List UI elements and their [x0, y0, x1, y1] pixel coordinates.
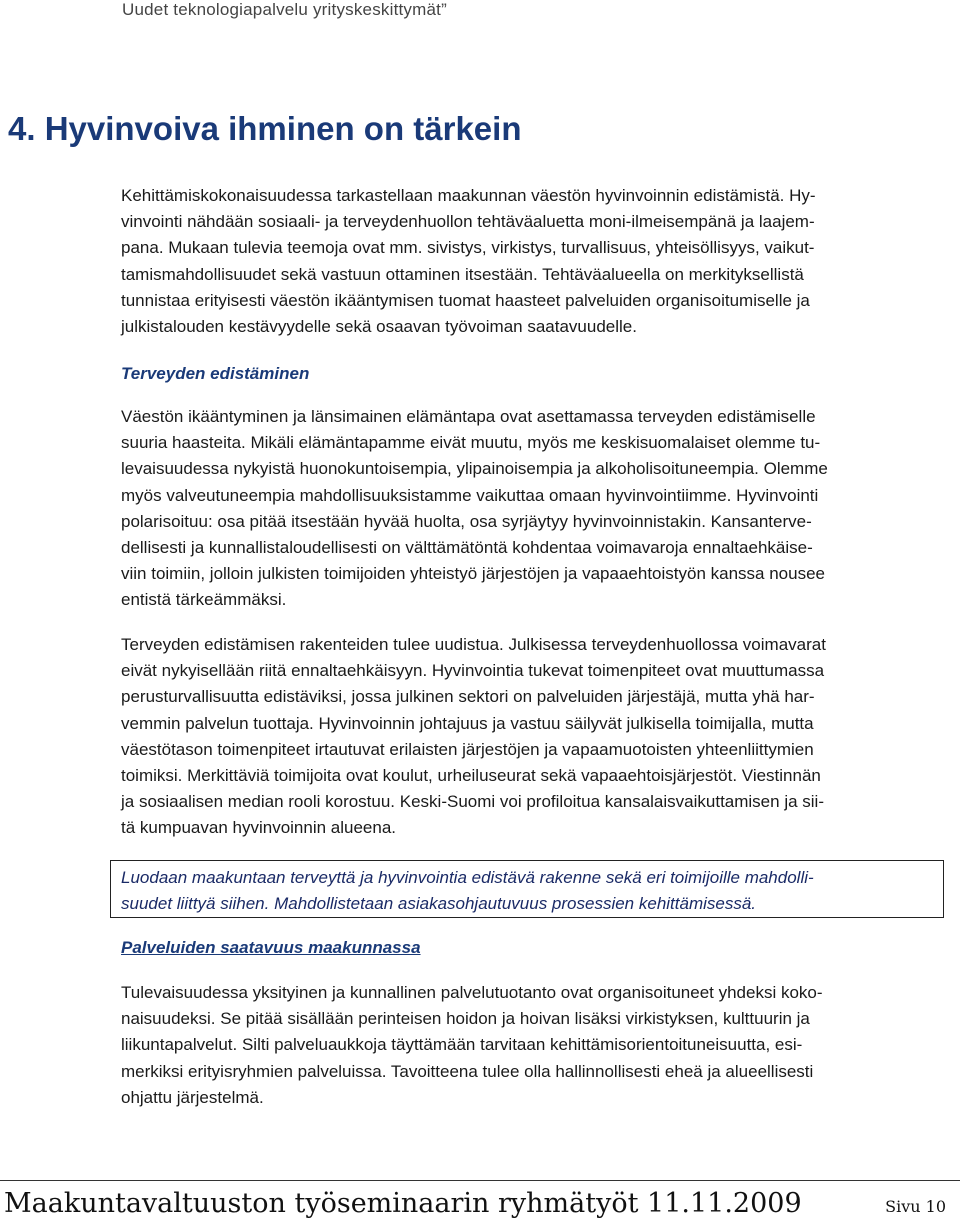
text-line: Tulevaisuudessa yksityinen ja kunnallinen palvelutuotanto ovat organisoituneet yhdeksi koko-: [121, 983, 823, 1002]
section-heading-health: Terveyden edistäminen: [121, 364, 310, 383]
text-line: tä kumpuavan hyvinvoinnin alueena.: [121, 818, 397, 838]
text-line: naisuudeksi. Se pitää sisällään perinteisen hoidon ja hoivan lisäksi virkistyksen, kulttuurin ja: [121, 1009, 810, 1029]
text-line: suudet liittyä siihen. Mahdollistetaan asiakasohjautuvuus prosessien kehittämisessä.: [121, 894, 757, 914]
text-line: merkiksi erityisryhmien palveluissa. Tavoitteena tulee olla hallinnollisesti eheä ja alueellisesti: [121, 1061, 814, 1081]
health-paragraph-1: [121, 404, 943, 614]
text-line: myös valveutuneempia mahdollisuuksistamme vaikuttaa omaan hyvinvointiimme. Hyvinvointi: [121, 485, 819, 505]
text-line: julkistalouden kestävyydelle sekä osaavan työvoiman saatavuudelle.: [121, 317, 637, 337]
text-line: entistä tärkeämmäksi.: [121, 590, 287, 610]
text-line: vinvointi nähdään sosiaali- ja terveydenhuollon tehtäväaluetta moni-ilmeisempänä ja laajem-: [121, 212, 815, 232]
text-line: viin toimiin, jolloin julkisten toimijoiden yhteistyö järjestöjen ja vapaaehtoistyön kanssa nousee: [121, 564, 825, 584]
footer-divider: [0, 1180, 960, 1181]
text-line: polarisoituu: osa pitää itsestään hyvää huolta, osa syrjäytyy hyvinvoinnistakin. Kansanterve-: [121, 511, 812, 531]
running-header: Uudet teknologiapalvelu yrityskeskittymät”: [122, 0, 447, 19]
text-line: vemmin palvelun tuottaja. Hyvinvoinnin johtajuus ja vastuu säilyvät julkisella toimijalla, mutta: [121, 713, 814, 733]
text-line: tunnistaa erityisesti väestön ikääntymisen tuomat haasteet palveluiden organisoitumiselle ja: [121, 290, 810, 310]
footer-title: Maakuntavaltuuston työseminaarin ryhmätyöt 11.11.2009: [4, 1188, 802, 1219]
health-paragraph-2: [121, 632, 943, 842]
text-line: ohjattu järjestelmä.: [121, 1087, 264, 1107]
text-line: tamismahdollisuudet sekä vastuun ottaminen itsestään. Tehtäväalueella on merkityksellistä: [121, 264, 804, 284]
page-title: 4. Hyvinvoiva ihminen on tärkein: [8, 110, 522, 147]
intro-paragraph: [121, 183, 943, 340]
text-line: Kehittämiskokonaisuudessa tarkastellaan maakunnan väestön hyvinvoinnin edistämistä. Hy-: [121, 186, 816, 205]
text-line: suuria haasteita. Mikäli elämäntapamme eivät muutu, myös me keskisuomalaiset olemme tu-: [121, 433, 821, 453]
text-line: pana. Mukaan tulevia teemoja ovat mm. sivistys, virkistys, turvallisuus, yhteisöllisyys, vaikut-: [121, 238, 815, 258]
text-line: Luodaan maakuntaan terveyttä ja hyvinvointia edistävä rakenne sekä eri toimijoille mahdolli-: [121, 868, 814, 887]
text-line: perusturvallisuutta edistäviksi, jossa julkinen sektori on palveluiden järjestäjä, mutta yhä har-: [121, 687, 815, 707]
text-line: Väestön ikääntyminen ja länsimainen elämäntapa ovat asettamassa terveyden edistämiselle: [121, 407, 816, 426]
text-line: liikuntapalvelut. Silti palveluaukkoja täyttämään tarvitaan kehittämisorientoituneisuutta, esi-: [121, 1035, 803, 1055]
text-line: levaisuudessa nykyistä huonokuntoisempia, ylipainoisempia ja alkoholisoituneempia. Olemme: [121, 459, 828, 479]
section-heading-services: Palveluiden saatavuus maakunnassa: [121, 938, 421, 957]
text-line: Terveyden edistämisen rakenteiden tulee uudistua. Julkisessa terveydenhuollossa voimavarat: [121, 635, 826, 654]
text-line: dellisesti ja kunnallistaloudellisesti on välttämätöntä kohdentaa voimavaroja ennaltaehkäise-: [121, 538, 813, 558]
highlight-box: [110, 860, 944, 918]
text-line: väestötason toimenpiteet irtautuvat erilaisten järjestöjen ja vapaamuotoisten yhteenliittymien: [121, 739, 814, 759]
page-number: Sivu 10: [885, 1197, 946, 1216]
services-paragraph: [121, 980, 943, 1111]
text-line: toimiksi. Merkittäviä toimijoita ovat koulut, urheiluseurat sekä vapaaehtoisjärjestöt. Viestinnän: [121, 766, 821, 786]
text-line: eivät nykyisellään riitä ennaltaehkäisyyn. Hyvinvointia tukevat toimenpiteet ovat muuttumassa: [121, 661, 825, 681]
text-line: ja sosiaalisen median rooli korostuu. Keski-Suomi voi profiloitua kansalaisvaikuttamisen ja sii-: [121, 792, 824, 812]
